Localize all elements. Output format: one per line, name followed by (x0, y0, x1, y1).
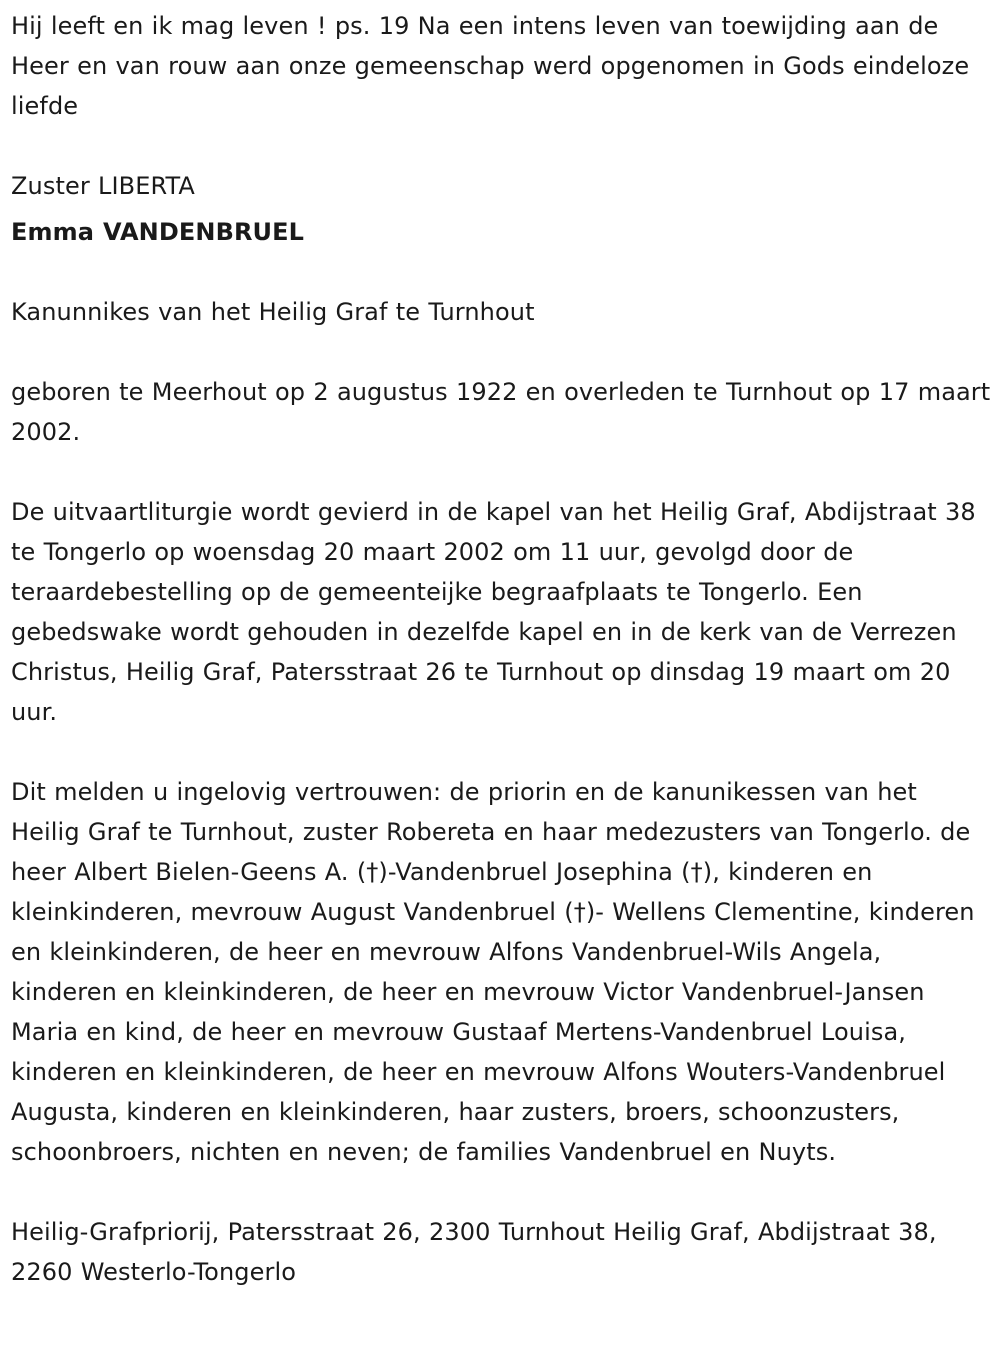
religious-name: Zuster LIBERTA (11, 172, 195, 200)
birth-death-text: geboren te Meerhout op 2 augustus 1922 en overleden te Turnhout op 17 maart 2002. (11, 378, 991, 446)
address-text: Heilig-Grafpriorij, Patersstraat 26, 2300 Turnhout Heilig Graf, Abdijstraat 38, 2260 Westerlo-Tongerlo (11, 1218, 937, 1286)
announcement-text: Dit melden u ingelovig vertrouwen: de priorin en de kanunikessen van het Heilig Graf te Turnhout, zuster Robereta en haar medezusters van Tongerlo. de heer Albert Bielen-Geens A. (†)-Vandenbruel Josephina (†), kinderen en kleinkinderen, mevrouw August Vandenbruel (†)- Wellens Clementine, kinderen en kleinkinderen, de heer en mevrouw Alfons Vandenbruel-Wils Angela, kinderen en kleinkinderen, de heer en mevrouw Victor Vandenbruel-Jansen Maria en kind, de heer en mevrouw Gustaaf Mertens-Vandenbruel Louisa, kinderen en kleinkinderen, de heer en mevrouw Alfons Wouters-Vandenbruel Augusta, kinderen en kleinkinderen, haar zusters, broers, schoonzusters, schoonbroers, nichten en neven; de families Vandenbruel en Nuyts. (11, 778, 975, 1166)
congregation-text: Kanunnikes van het Heilig Graf te Turnhout (11, 298, 535, 326)
deceased-name: Emma VANDENBRUEL (11, 218, 305, 246)
funeral-text: De uitvaartliturgie wordt gevierd in de kapel van het Heilig Graf, Abdijstraat 38 te Tongerlo op woensdag 20 maart 2002 om 11 uur, gevolgd door de teraardebestelling op de gemeenteijke begraafplaats te Tongerlo. Een gebedswake wordt gehouden in dezelfde kapel en in de kerk van de Verrezen Christus, Heilig Graf, Patersstraat 26 te Turnhout op dinsdag 19 maart om 20 uur. (11, 498, 976, 726)
intro-text: Hij leeft en ik mag leven ! ps. 19 Na een intens leven van toewijding aan de Heer en van rouw aan onze gemeenschap werd opgenomen in Gods eindeloze liefde (11, 12, 970, 120)
